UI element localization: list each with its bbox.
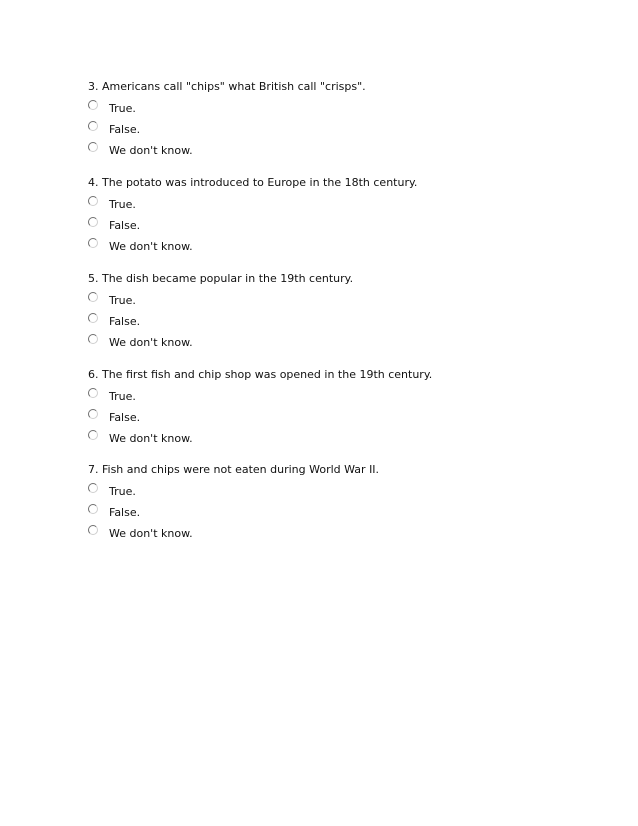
radio-button[interactable] <box>88 142 98 152</box>
option-true[interactable] <box>88 483 608 504</box>
option-dont-know[interactable] <box>88 238 608 259</box>
option-label: We don't know. <box>109 432 193 445</box>
option-label: We don't know. <box>109 527 193 540</box>
question-text: 7. Fish and chips were not eaten during World War II. <box>88 463 380 476</box>
radio-button[interactable] <box>88 238 98 248</box>
option-false[interactable] <box>88 121 608 142</box>
question-6 <box>88 368 608 451</box>
option-true[interactable] <box>88 388 608 409</box>
option-false[interactable] <box>88 217 608 238</box>
option-label: True. <box>109 198 136 211</box>
question-4 <box>88 176 608 259</box>
question-text: 5. The dish became popular in the 19th century. <box>88 272 354 285</box>
option-label: False. <box>109 123 141 136</box>
option-true[interactable] <box>88 196 608 217</box>
question-text: 6. The first fish and chip shop was opened in the 19th century. <box>88 368 433 381</box>
radio-button[interactable] <box>88 334 98 344</box>
answer-options <box>88 100 608 163</box>
option-dont-know[interactable] <box>88 430 608 451</box>
option-label: False. <box>109 219 141 232</box>
radio-button[interactable] <box>88 504 98 514</box>
radio-button[interactable] <box>88 388 98 398</box>
option-label: We don't know. <box>109 240 193 253</box>
question-text: 3. Americans call "chips" what British call "crisps". <box>88 80 366 93</box>
option-false[interactable] <box>88 504 608 525</box>
radio-button[interactable] <box>88 409 98 419</box>
option-false[interactable] <box>88 409 608 430</box>
radio-button[interactable] <box>88 292 98 302</box>
question-text: 4. The potato was introduced to Europe in the 18th century. <box>88 176 418 189</box>
option-label: We don't know. <box>109 144 193 157</box>
question-5 <box>88 272 608 355</box>
option-true[interactable] <box>88 100 608 121</box>
option-label: False. <box>109 315 141 328</box>
option-label: True. <box>109 294 136 307</box>
question-7 <box>88 463 608 546</box>
option-label: True. <box>109 102 136 115</box>
radio-button[interactable] <box>88 313 98 323</box>
option-true[interactable] <box>88 292 608 313</box>
option-label: True. <box>109 485 136 498</box>
answer-options <box>88 388 608 451</box>
radio-button[interactable] <box>88 217 98 227</box>
radio-button[interactable] <box>88 121 98 131</box>
answer-options <box>88 483 608 546</box>
radio-button[interactable] <box>88 100 98 110</box>
option-label: We don't know. <box>109 336 193 349</box>
radio-button[interactable] <box>88 525 98 535</box>
answer-options <box>88 196 608 259</box>
option-label: False. <box>109 506 141 519</box>
radio-button[interactable] <box>88 483 98 493</box>
radio-button[interactable] <box>88 196 98 206</box>
option-false[interactable] <box>88 313 608 334</box>
question-3 <box>88 80 608 163</box>
option-dont-know[interactable] <box>88 525 608 546</box>
option-label: True. <box>109 390 136 403</box>
answer-options <box>88 292 608 355</box>
option-dont-know[interactable] <box>88 334 608 355</box>
option-label: False. <box>109 411 141 424</box>
radio-button[interactable] <box>88 430 98 440</box>
option-dont-know[interactable] <box>88 142 608 163</box>
